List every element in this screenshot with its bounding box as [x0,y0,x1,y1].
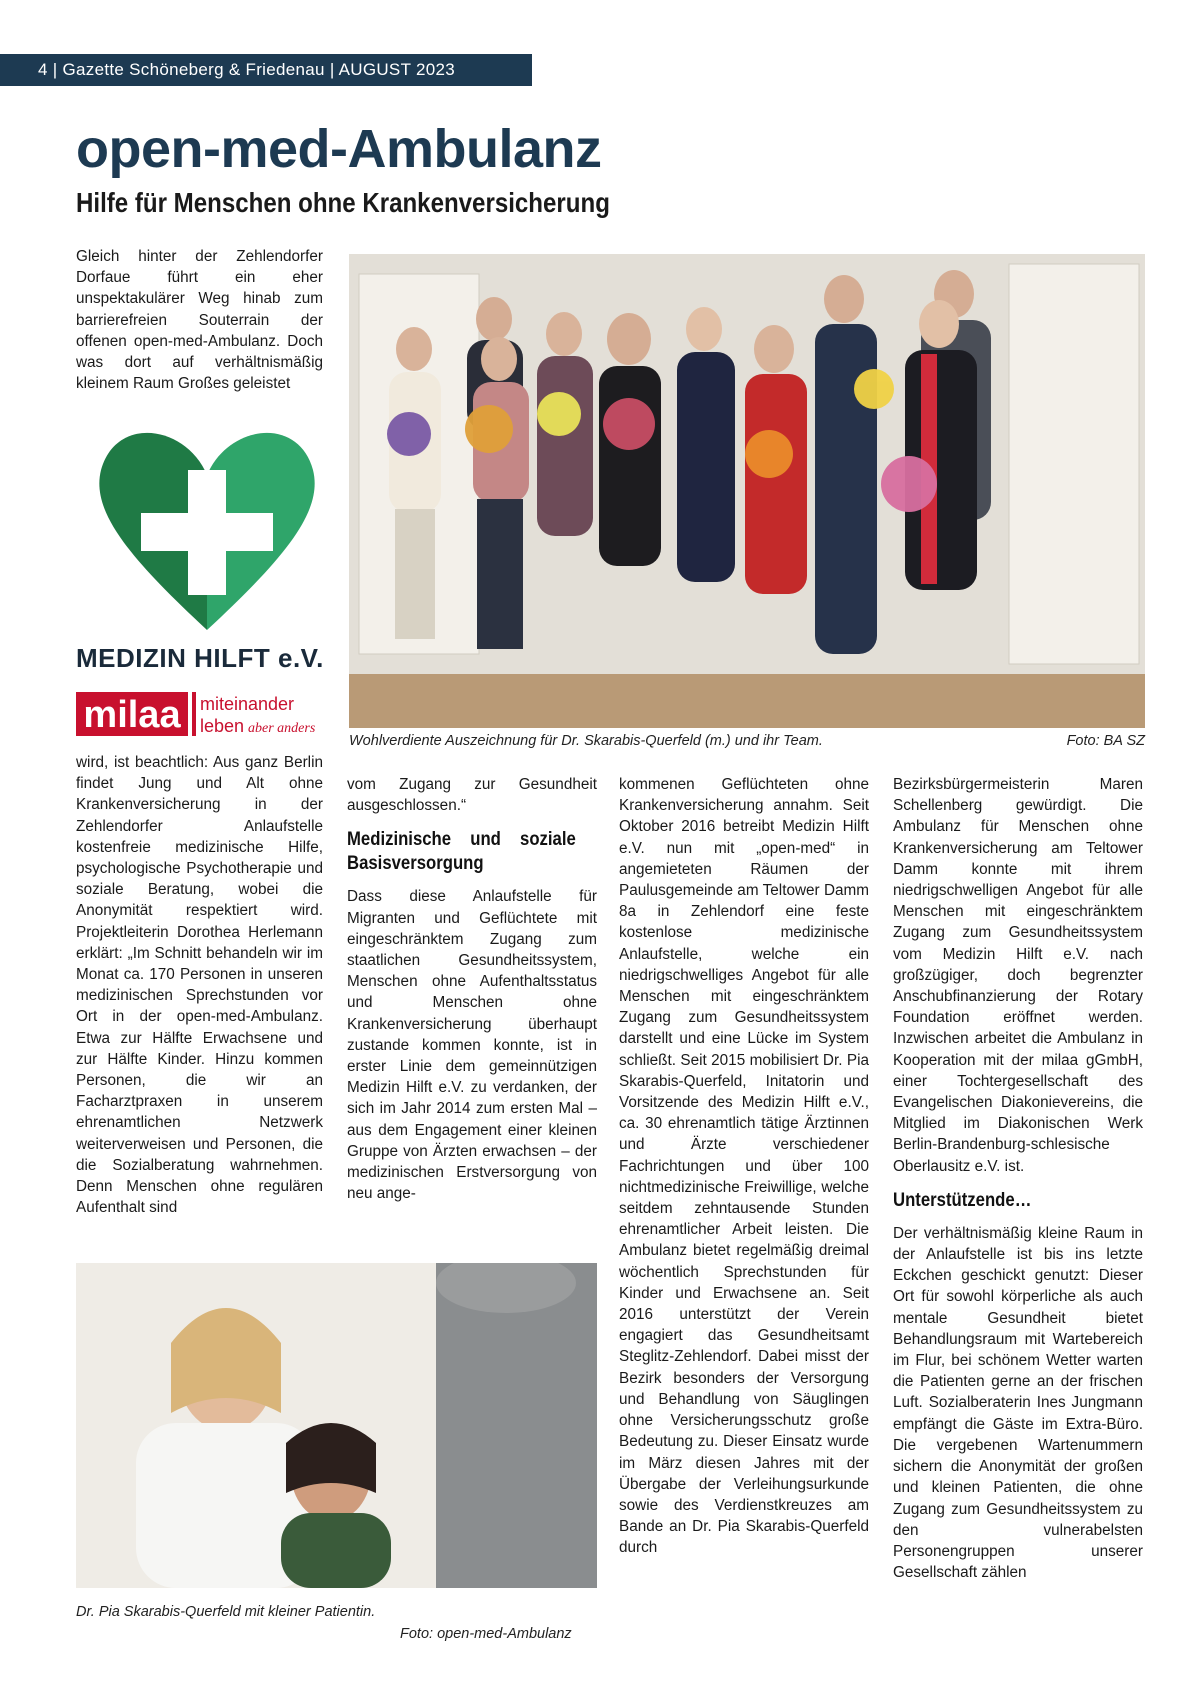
doctor-photo [76,1263,597,1588]
section-heading-text: Medizinische und soziale Basisversorgung [347,829,576,875]
column-1 [76,752,323,1218]
column-3 [619,774,869,1559]
intro-text [76,246,323,394]
group-photo-credit: Foto: BA SZ [1066,733,1145,749]
medizin-hilft-name: MEDIZIN HILFT [76,643,271,673]
column-3-text: kommenen Geflüchteten ohne Krankenversicherung annahm. Seit Oktober 2016 betreibt Medizin Hilft e.V. nun mit „open-med“ in angemieteten Räumen der Paulusgemeinde am Teltower Damm 8a in Zehlendorf eine feste kostenlose medizinische Anlaufstelle, welche ein niedrigschwelliges Angebot für alle Menschen mit eingeschränktem Zugang zum Gesundheitssystem darstellt und eine Lücke im System schließt. Seit 2015 mobilisiert Dr. Pia Skarabis-Querfeld, Initatorin und Vorsitzende des Medizin Hilft e.V., ca. 30 ehrenamtlich tätige Ärztinnen und Ärzte verschiedener Fachrichtungen und über 100 nichtmedizinische Freiwillige, welche seitdem zehntausende Stunden ehrenamtlicher Arbeit leisten. Die Ambulanz bietet regelmäßig dreimal wöchentlich Sprechstunden für Kinder und Erwachsene an. Seit 2016 unterstützt der Verein engagiert das Gesundheitsamt Steglitz-Zehlendorf. Dabei misst der Bezirk besonders der Versorgung und Behandlung von Säuglingen ohne Versicherungsschutz große Bedeutung zu. Dieser Einsatz wurde im März diesen Jahres mit der Übergabe der Verleihungsurkunde sowie des Verdienstkreuzes am Bande an Dr. Pia Skarabis-Querfeld durch [619,776,869,1557]
doctor-photo-credit: Foto: open-med-Ambulanz [400,1626,572,1642]
group-photo-caption: Wohlverdiente Auszeichnung für Dr. Skarabis-Querfeld (m.) und ihr Team. [349,733,823,749]
medizin-hilft-suffix: e.V. [278,643,324,673]
column-4-paragraph-2: Der verhältnismäßig kleine Raum in der Anlaufstelle ist bis ins letzte Eckchen geschickt genutzt: Dieser Ort für sowohl körperliche als auch mentale Gesundheit bietet Behandlungsraum mit Wartebereich im Flur, bei schönem Wetter warten die Patienten gerne an der frischen Luft. Sozialberaterin Ines Jungmann empfängt die Gäste im Extra-Büro. Die vergebenen Wartenummern sichern die Anonymität der großen und kleinen Patienten, die ohne Zugang zum Gesundheitssystem zu den vulnerabelsten Personengruppen unserer Gesellschaft zählen [893,1224,1143,1582]
column-2 [347,774,597,1204]
medizin-hilft-wordmark [76,643,324,674]
milaa-tag: aber anders [248,721,316,736]
group-photo [349,254,1145,728]
column-2-paragraph-1: vom Zugang zur Gesundheit ausgeschlossen.“ [347,776,597,815]
article-subtitle: Hilfe für Menschen ohne Krankenversicherung [76,187,610,218]
milaa-line1: miteinander [200,694,295,714]
section-heading-unterstuetzende: Unterstützende… [893,1189,1032,1211]
column-4 [893,774,1143,1583]
cross-horizontal [141,513,273,551]
milaa-word: milaa [83,694,181,736]
intro-paragraph: Gleich hinter der Zehlendorfer Dorfaue führt ein eher unspektakulärer Weg hinab zum barrierefreien Souterrain der offenen open-med-Ambulanz. Doch was dort auf verhältnismäßig kleinem Raum Großes geleistet [76,248,323,393]
medizin-hilft-logo [76,415,338,680]
column-1-text: wird, ist beachtlich: Aus ganz Berlin findet Jung und Alt ohne Krankenversicherung in der Zehlendorfer Anlaufstelle kostenfreie medizinische Hilfe, psychologische Psychotherapie und soziale Beratung, wobei die Anonymität respektiert wird. Projektleiterin Dorothea Herlemann erklärt: „Im Schnitt behandeln wir im Monat ca. 170 Personen in unseren medizinischen Sprechstunden vor Ort in der open-med-Ambulanz. Etwa zur Hälfte Erwachsene und zur Hälfte Kinder. Hinzu kommen Personen, die wir an Facharztpraxen in unserem ehrenamtlichen Netzwerk weiterverweisen und Personen, die die Sozialberatung wahrnehmen. Denn Menschen ohne regulären Aufenthalt sind [76,754,323,1217]
milaa-line2: leben [200,716,245,736]
article-title: open-med-Ambulanz [76,119,602,179]
column-4-paragraph-1: Bezirksbürgermeisterin Maren Schellenberg gewürdigt. Die Ambulanz für Menschen ohne Krankenversicherung am Teltower Damm konnte mit ihrem niedrigschwelligen Angebot für alle Menschen mit eingeschränktem Zugang zum Gesundheitssystem vom Medizin Hilft e.V. nach großzügiger, doch begrenzter Anschubfinanzierung der Rotary Foundation eröffnet werden. Inzwischen arbeitet die Ambulanz in Kooperation mit der milaa gGmbH, einer Tochtergesellschaft des Evangelischen Diakonievereins, die Mitglied im Diakonischen Werk Berlin-Brandenburg-schlesische Oberlausitz e.V. ist. [893,776,1143,1175]
page-label: 4 | Gazette Schöneberg & Friedenau | AUGUST 2023 [38,60,455,79]
doctor-photo-caption: Dr. Pia Skarabis-Querfeld mit kleiner Patientin. [76,1604,376,1620]
column-2-paragraph-2: Dass diese Anlaufstelle für Migranten und Geflüchtete mit eingeschränktem Zugang zum staatlichen Gesundheitssystem, Menschen ohne Aufenthaltsstatus und Menschen ohne Krankenversicherung überhaupt zustande kommen konnte, ist in erster Linie dem gemeinnützigen Medizin Hilft e.V. zu verdanken, der sich im Jahr 2014 zum ersten Mal – aus dem Engagement einer kleinen Gruppe von Ärzten erwachsen – der medizinischen Erstversorgung von neu ange- [347,888,597,1203]
milaa-logo [76,690,326,740]
section-heading-basisversorgung [347,828,576,876]
